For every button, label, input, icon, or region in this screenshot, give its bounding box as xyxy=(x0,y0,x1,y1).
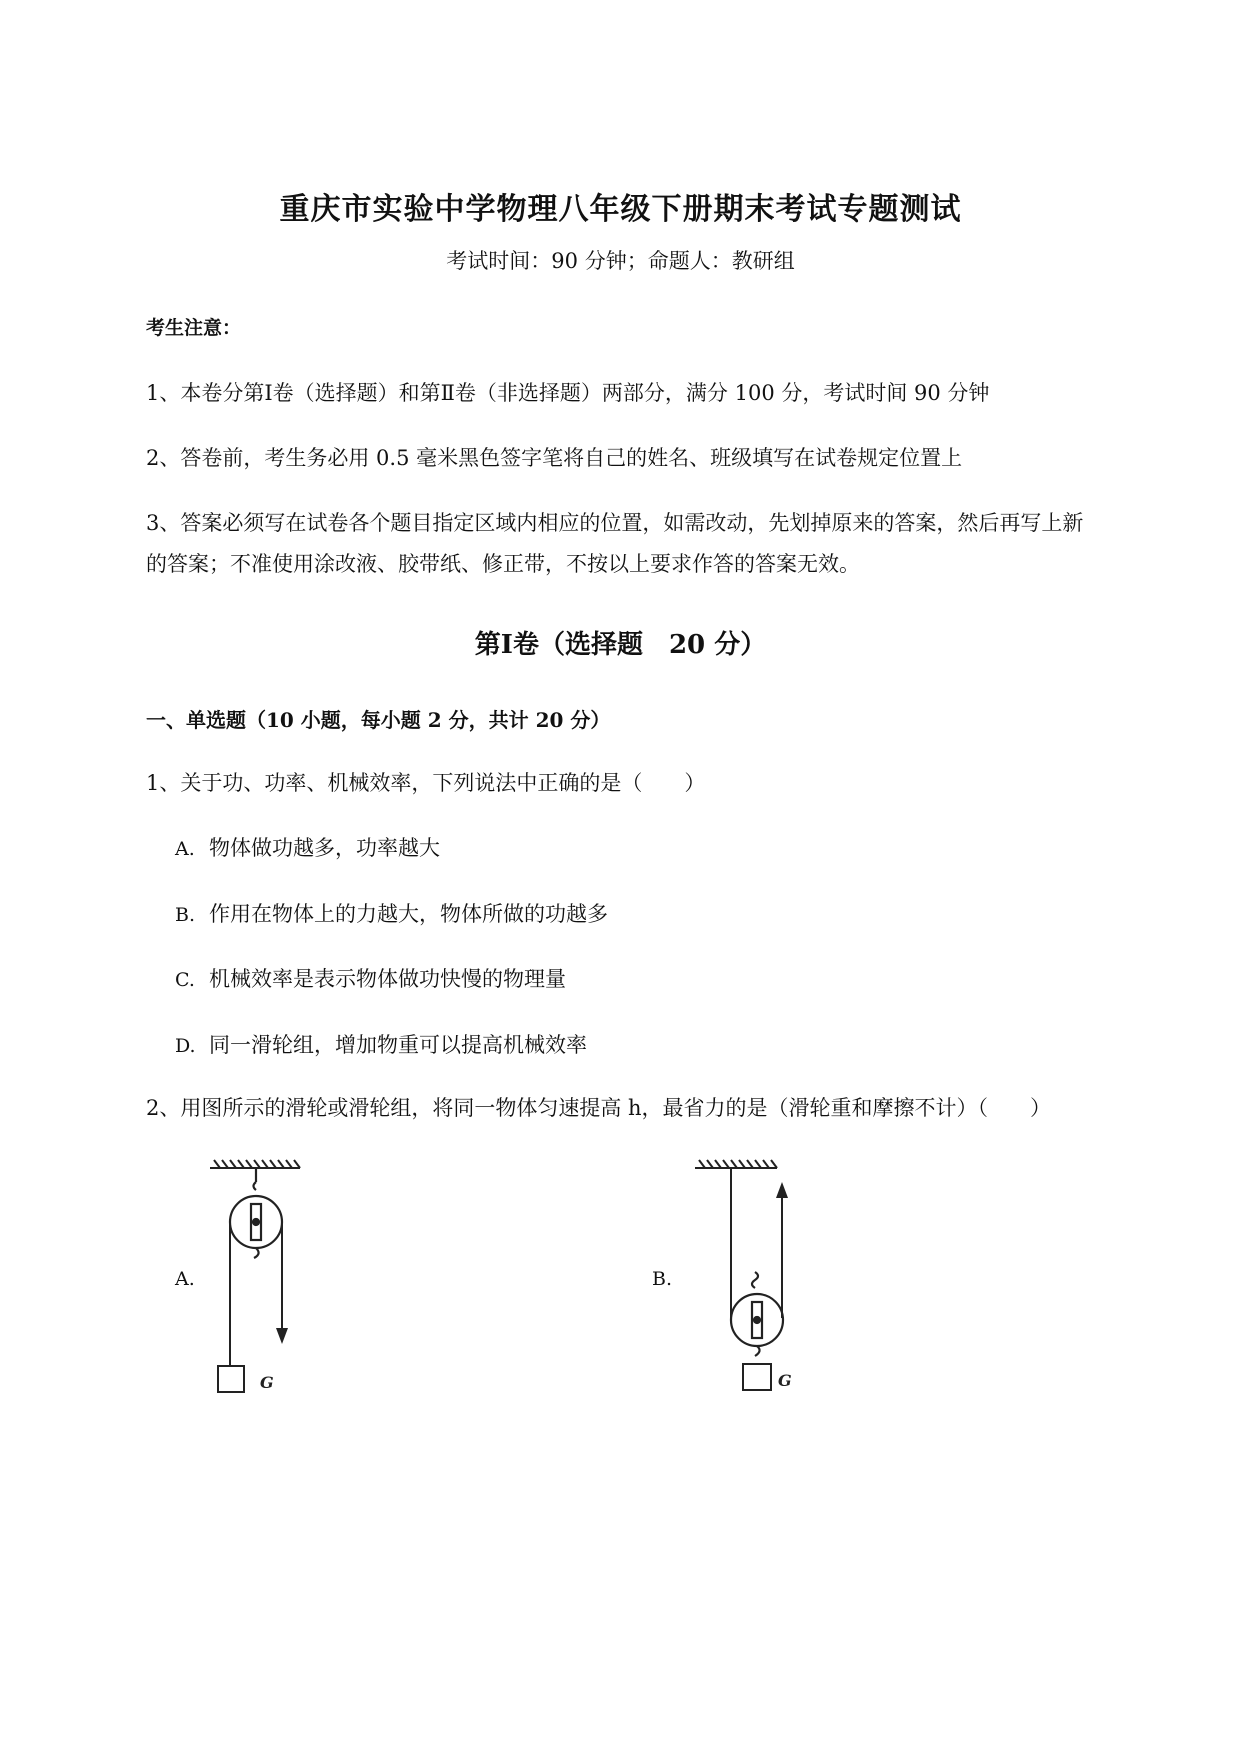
pull-arrow xyxy=(776,1182,788,1198)
option-text: 机械效率是表示物体做功快慢的物理量 xyxy=(209,967,566,991)
weight-label: G xyxy=(260,1373,274,1392)
fixed-pulley-diagram xyxy=(210,1158,330,1398)
question-1-option-b[interactable] xyxy=(175,898,608,928)
question-1-option-d[interactable] xyxy=(175,1029,587,1059)
ceiling-support xyxy=(695,1160,777,1168)
figure-b-label[interactable]: B. xyxy=(652,1268,673,1290)
movable-pulley-diagram xyxy=(695,1158,815,1398)
weight-block xyxy=(218,1366,244,1392)
notice-item-1: 1、本卷分第Ⅰ卷（选择题）和第Ⅱ卷（非选择题）两部分，满分 100 分，考试时间 90 分钟 xyxy=(146,381,990,405)
option-letter: A. xyxy=(175,838,195,860)
question-1-option-a[interactable] xyxy=(175,832,440,862)
question-1-stem: 1、关于功、功率、机械效率，下列说法中正确的是（ ） xyxy=(146,771,706,795)
notice-heading: 考生注意： xyxy=(146,317,242,339)
question-2-stem: 2、用图所示的滑轮或滑轮组，将同一物体匀速提高 h，最省力的是（滑轮重和摩擦不计）（ ） xyxy=(146,1096,1052,1120)
option-text: 作用在物体上的力越大，物体所做的功越多 xyxy=(209,902,608,926)
rope xyxy=(230,1222,282,1366)
rope xyxy=(731,1168,782,1318)
pulley-wheel xyxy=(731,1272,783,1356)
pulley-wheel xyxy=(230,1168,282,1258)
option-letter: C. xyxy=(175,969,195,991)
ceiling-support xyxy=(210,1160,300,1168)
weight-block xyxy=(743,1364,771,1390)
figure-a-label[interactable]: A. xyxy=(175,1268,195,1290)
question-1-option-c[interactable] xyxy=(175,963,566,993)
notice-item-3-continued: 的答案；不准使用涂改液、胶带纸、修正带，不按以上要求作答的答案无效。 xyxy=(146,552,860,576)
option-letter: B. xyxy=(175,904,196,926)
notice-item-2: 2、答卷前，考生务必用 0.5 毫米黑色签字笔将自己的姓名、班级填写在试卷规定位置上 xyxy=(146,446,963,470)
notice-item-3: 3、答案必须写在试卷各个题目指定区域内相应的位置，如需改动，先划掉原来的答案，然后再写上新 xyxy=(146,511,1084,535)
exam-info: 考试时间：90 分钟；命题人：教研组 xyxy=(446,249,795,273)
option-letter: D. xyxy=(175,1035,196,1057)
weight-label: G xyxy=(778,1371,792,1390)
pull-arrow xyxy=(276,1328,288,1344)
page-title: 重庆市实验中学物理八年级下册期末考试专题测试 xyxy=(279,192,962,227)
option-text: 同一滑轮组，增加物重可以提高机械效率 xyxy=(209,1033,587,1057)
section-title: 第Ⅰ卷（选择题 20 分） xyxy=(474,630,767,660)
option-text: 物体做功越多，功率越大 xyxy=(209,836,440,860)
question-type-heading: 一、单选题（10 小题，每小题 2 分，共计 20 分） xyxy=(146,708,611,732)
